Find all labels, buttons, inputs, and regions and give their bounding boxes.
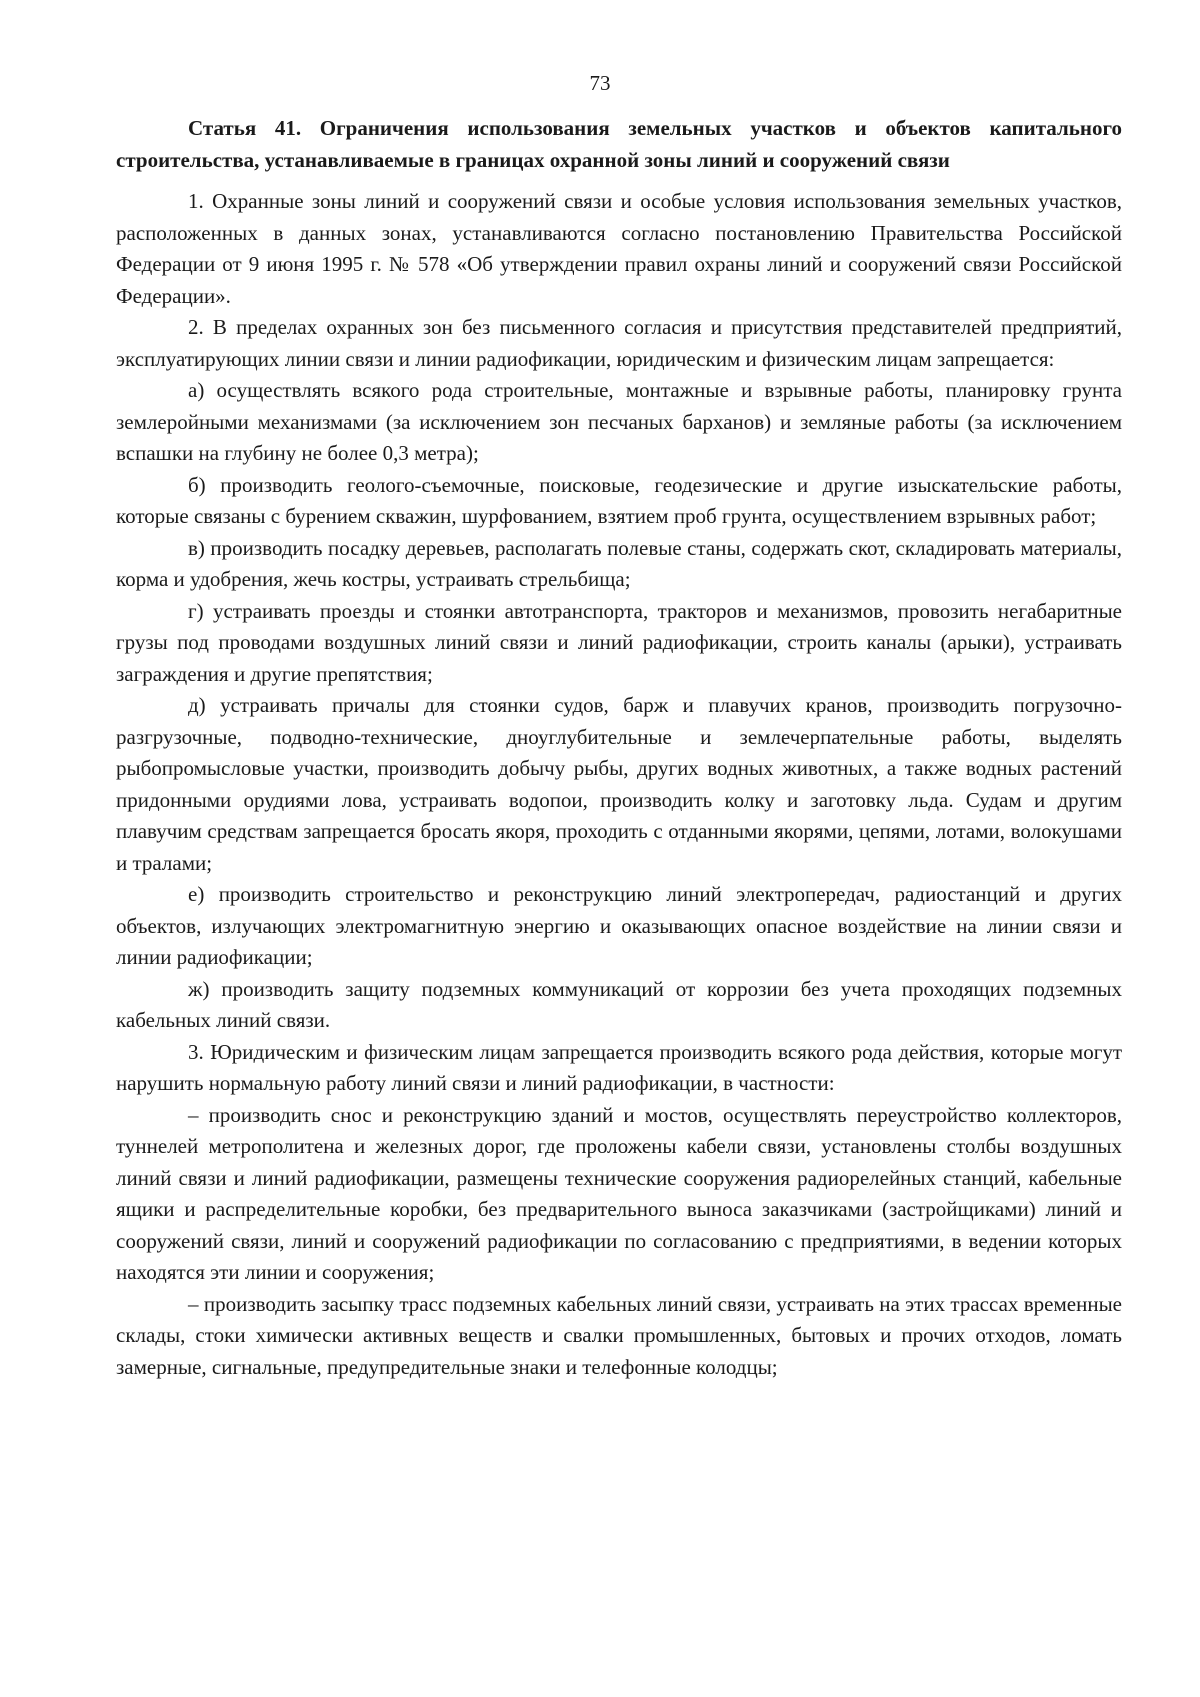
- article-body: [116, 113, 1122, 1383]
- paragraph-2b: б) производить геолого-съемочные, поисковые, геодезические и другие изыскательские работы, которые связаны с бурением скважин, шурфованием, взятием проб грунта, осуществлением взрывных работ;: [116, 472, 1122, 528]
- paragraph-3: 3. Юридическим и физическим лицам запрещается производить всякого рода действия, которые могут нарушить нормальную работу линий связи и линий радиофикации, в частности:: [116, 1039, 1122, 1095]
- paragraph-2: 2. В пределах охранных зон без письменного согласия и присутствия представителей предприятий, эксплуатирующих линии связи и линии радиофикации, юридическим и физическим лицам запрещается:: [116, 315, 1122, 371]
- paragraph-2g: г) устраивать проезды и стоянки автотранспорта, тракторов и механизмов, провозить негабаритные грузы под проводами воздушных линий связи и линий радиофикации, строить каналы (арыки), устраивать заграждения и другие препятствия;: [116, 598, 1122, 686]
- page-number: 73: [589, 71, 611, 95]
- paragraph-2a: а) осуществлять всякого рода строительные, монтажные и взрывные работы, планировку грунта землеройными механизмами (за исключением зон песчаных барханов) и земляные работы (за исключением вспашки на глубину не более 0,3 метра);: [116, 378, 1122, 465]
- paragraph-1: 1. Охранные зоны линий и сооружений связи и особые условия использования земельных участков, расположенных в данных зонах, устанавливаются согласно постановлению Правительства Российской Федерации от 9 июня 1995 г. № 578 «Об утверждении правил охраны линий и сооружений связи Российской Федерации».: [116, 189, 1122, 308]
- paragraph-3-dash-2: – производить засыпку трасс подземных кабельных линий связи, устраивать на этих трассах временные склады, стоки химически активных веществ и свалки промышленных, бытовых и прочих отходов, ломать замерные, сигнальные, предупредительные знаки и телефонные колодцы;: [116, 1291, 1122, 1379]
- paragraph-2zh: ж) производить защиту подземных коммуникаций от коррозии без учета проходящих подземных кабельных линий связи.: [116, 976, 1122, 1032]
- paragraph-3-dash-1: – производить снос и реконструкцию зданий и мостов, осуществлять переустройство коллекторов, туннелей метрополитена и железных дорог, где проложены кабели связи, установлены столбы воздушных линий связи и линий радиофикации, размещены технические сооружения радиорелейных станций, кабельные ящики и распределительные коробки, без предварительного выноса заказчиками (застройщиками) линий и сооружений связи, линий и сооружений радиофикации по согласованию с предприятиями, в ведении которых находятся эти линии и сооружения;: [116, 1102, 1122, 1284]
- paragraph-2e: е) производить строительство и реконструкцию линий электропередач, радиостанций и других объектов, излучающих электромагнитную энергию и оказывающих опасное воздействие на линии связи и линии радиофикации;: [116, 882, 1122, 969]
- paragraph-2d: д) устраивать причалы для стоянки судов, барж и плавучих кранов, производить погрузочно-разгрузочные, подводно-технические, дноуглубительные и землечерпательные работы, выделять рыбопромысловые участки, производить добычу рыбы, других водных животных, а также водных растений придонными орудиями лова, устраивать водопои, производить колку и заготовку льда. Судам и другим плавучим средствам запрещается бросать якоря, проходить с отданными якорями, цепями, лотами, волокушами и тралами;: [116, 693, 1122, 875]
- article-title: Статья 41. Ограничения использования земельных участков и объектов капитального строительства, устанавливаемые в границах охранной зоны линий и сооружений связи: [116, 116, 1122, 172]
- paragraph-2v: в) производить посадку деревьев, располагать полевые станы, содержать скот, складировать материалы, корма и удобрения, жечь костры, устраивать стрельбища;: [116, 535, 1122, 591]
